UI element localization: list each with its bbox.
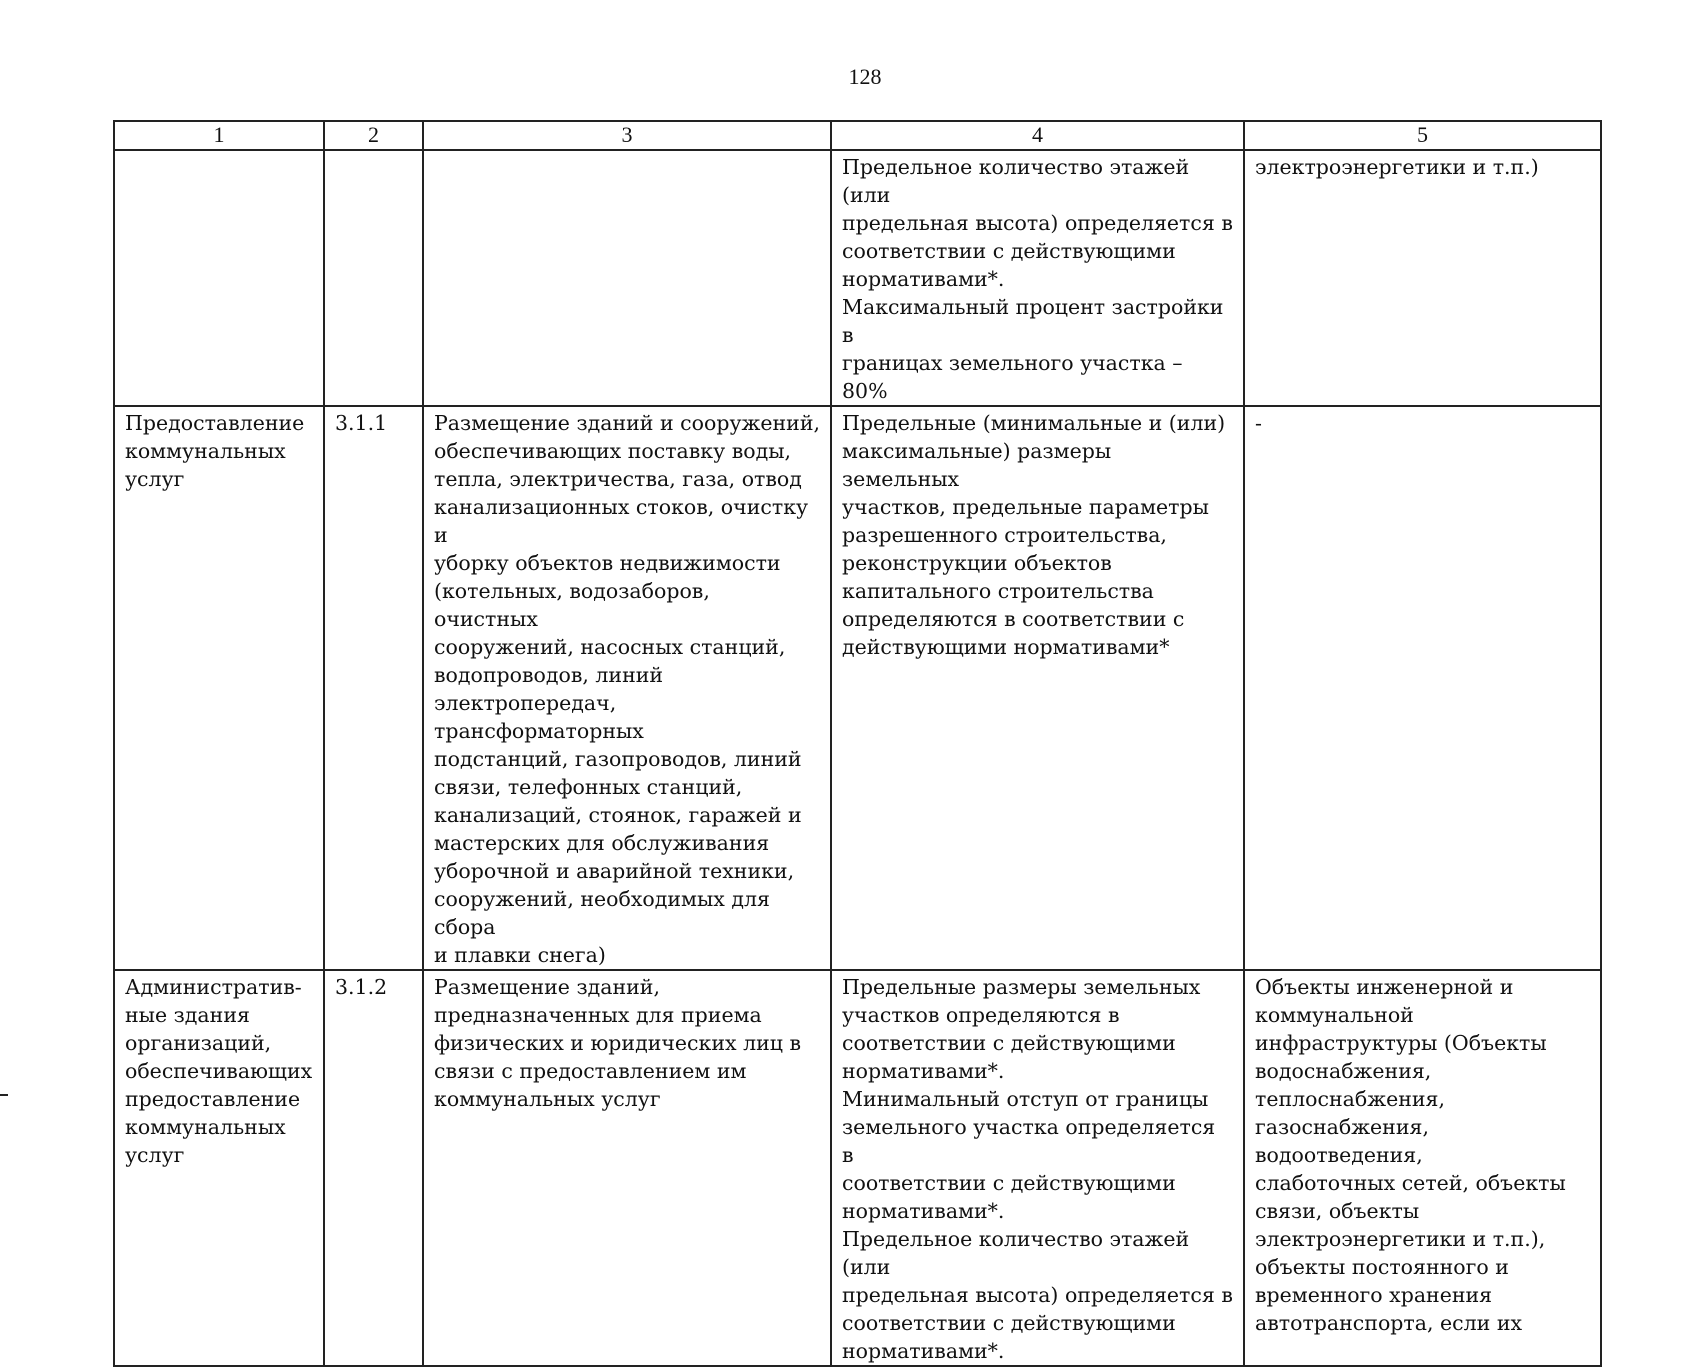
header-cell-4: 4: [831, 121, 1244, 150]
header-row: [114, 121, 1601, 150]
land-use-table: [113, 120, 1602, 1367]
cell-notes: электроэнергетики и т.п.): [1244, 150, 1601, 406]
header-cell-3: 3: [423, 121, 831, 150]
cell-code: 3.1.2: [324, 970, 423, 1366]
cell-parameters: Предельные (минимальные и (или) максимальные) размеры земельных участков, предельные параметры разрешенного строительства, реконструкции объектов капитального строительства определяются в соответствии с действующими нормативами*: [831, 406, 1244, 970]
table-row: [114, 406, 1601, 970]
cell-code: [324, 150, 423, 406]
cell-use-type: Административ- ные здания организаций, обеспечивающих предоставление коммунальных услуг: [114, 970, 324, 1366]
header-cell-1: 1: [114, 121, 324, 150]
cell-notes: -: [1244, 406, 1601, 970]
cell-use-type: Предоставление коммунальных услуг: [114, 406, 324, 970]
cell-code: 3.1.1: [324, 406, 423, 970]
table-row: [114, 150, 1601, 406]
table-row: [114, 970, 1601, 1366]
header-cell-5: 5: [1244, 121, 1601, 150]
cell-description: Размещение зданий и сооружений, обеспечивающих поставку воды, тепла, электричества, газа, отвод канализационных стоков, очистку и уборку объектов недвижимости (котельных, водозаборов, очистных сооружений, насосных станций, водопроводов, линий электропередач, трансформаторных подстанций, газопроводов, линий связи, телефонных станций, канализаций, стоянок, гаражей и мастерских для обслуживания уборочной и аварийной техники, сооружений, необходимых для сбора и плавки снега): [423, 406, 831, 970]
cell-description: Размещение зданий, предназначенных для приема физических и юридических лиц в связи с предоставлением им коммунальных услуг: [423, 970, 831, 1366]
header-cell-2: 2: [324, 121, 423, 150]
scan-edge-mark: [0, 1094, 8, 1096]
cell-notes: Объекты инженерной и коммунальной инфраструктуры (Объекты водоснабжения, теплоснабжения, газоснабжения, водоотведения, слаботочных сетей, объекты связи, объекты электроэнергетики и т.п.), объекты постоянного и временного хранения автотранспорта, если их: [1244, 970, 1601, 1366]
cell-parameters: Предельные размеры земельных участков определяются в соответствии с действующими нормативами*. Минимальный отступ от границы земельного участка определяется в соответствии с действующими нормативами*. Предельное количество этажей (или предельная высота) определяется в соответствии с действующими нормативами*.: [831, 970, 1244, 1366]
cell-parameters: Предельное количество этажей (или предельная высота) определяется в соответствии с действующими нормативами*. Максимальный процент застройки в границах земельного участка – 80%: [831, 150, 1244, 406]
page-number: 128: [848, 64, 882, 89]
cell-use-type: [114, 150, 324, 406]
cell-description: [423, 150, 831, 406]
